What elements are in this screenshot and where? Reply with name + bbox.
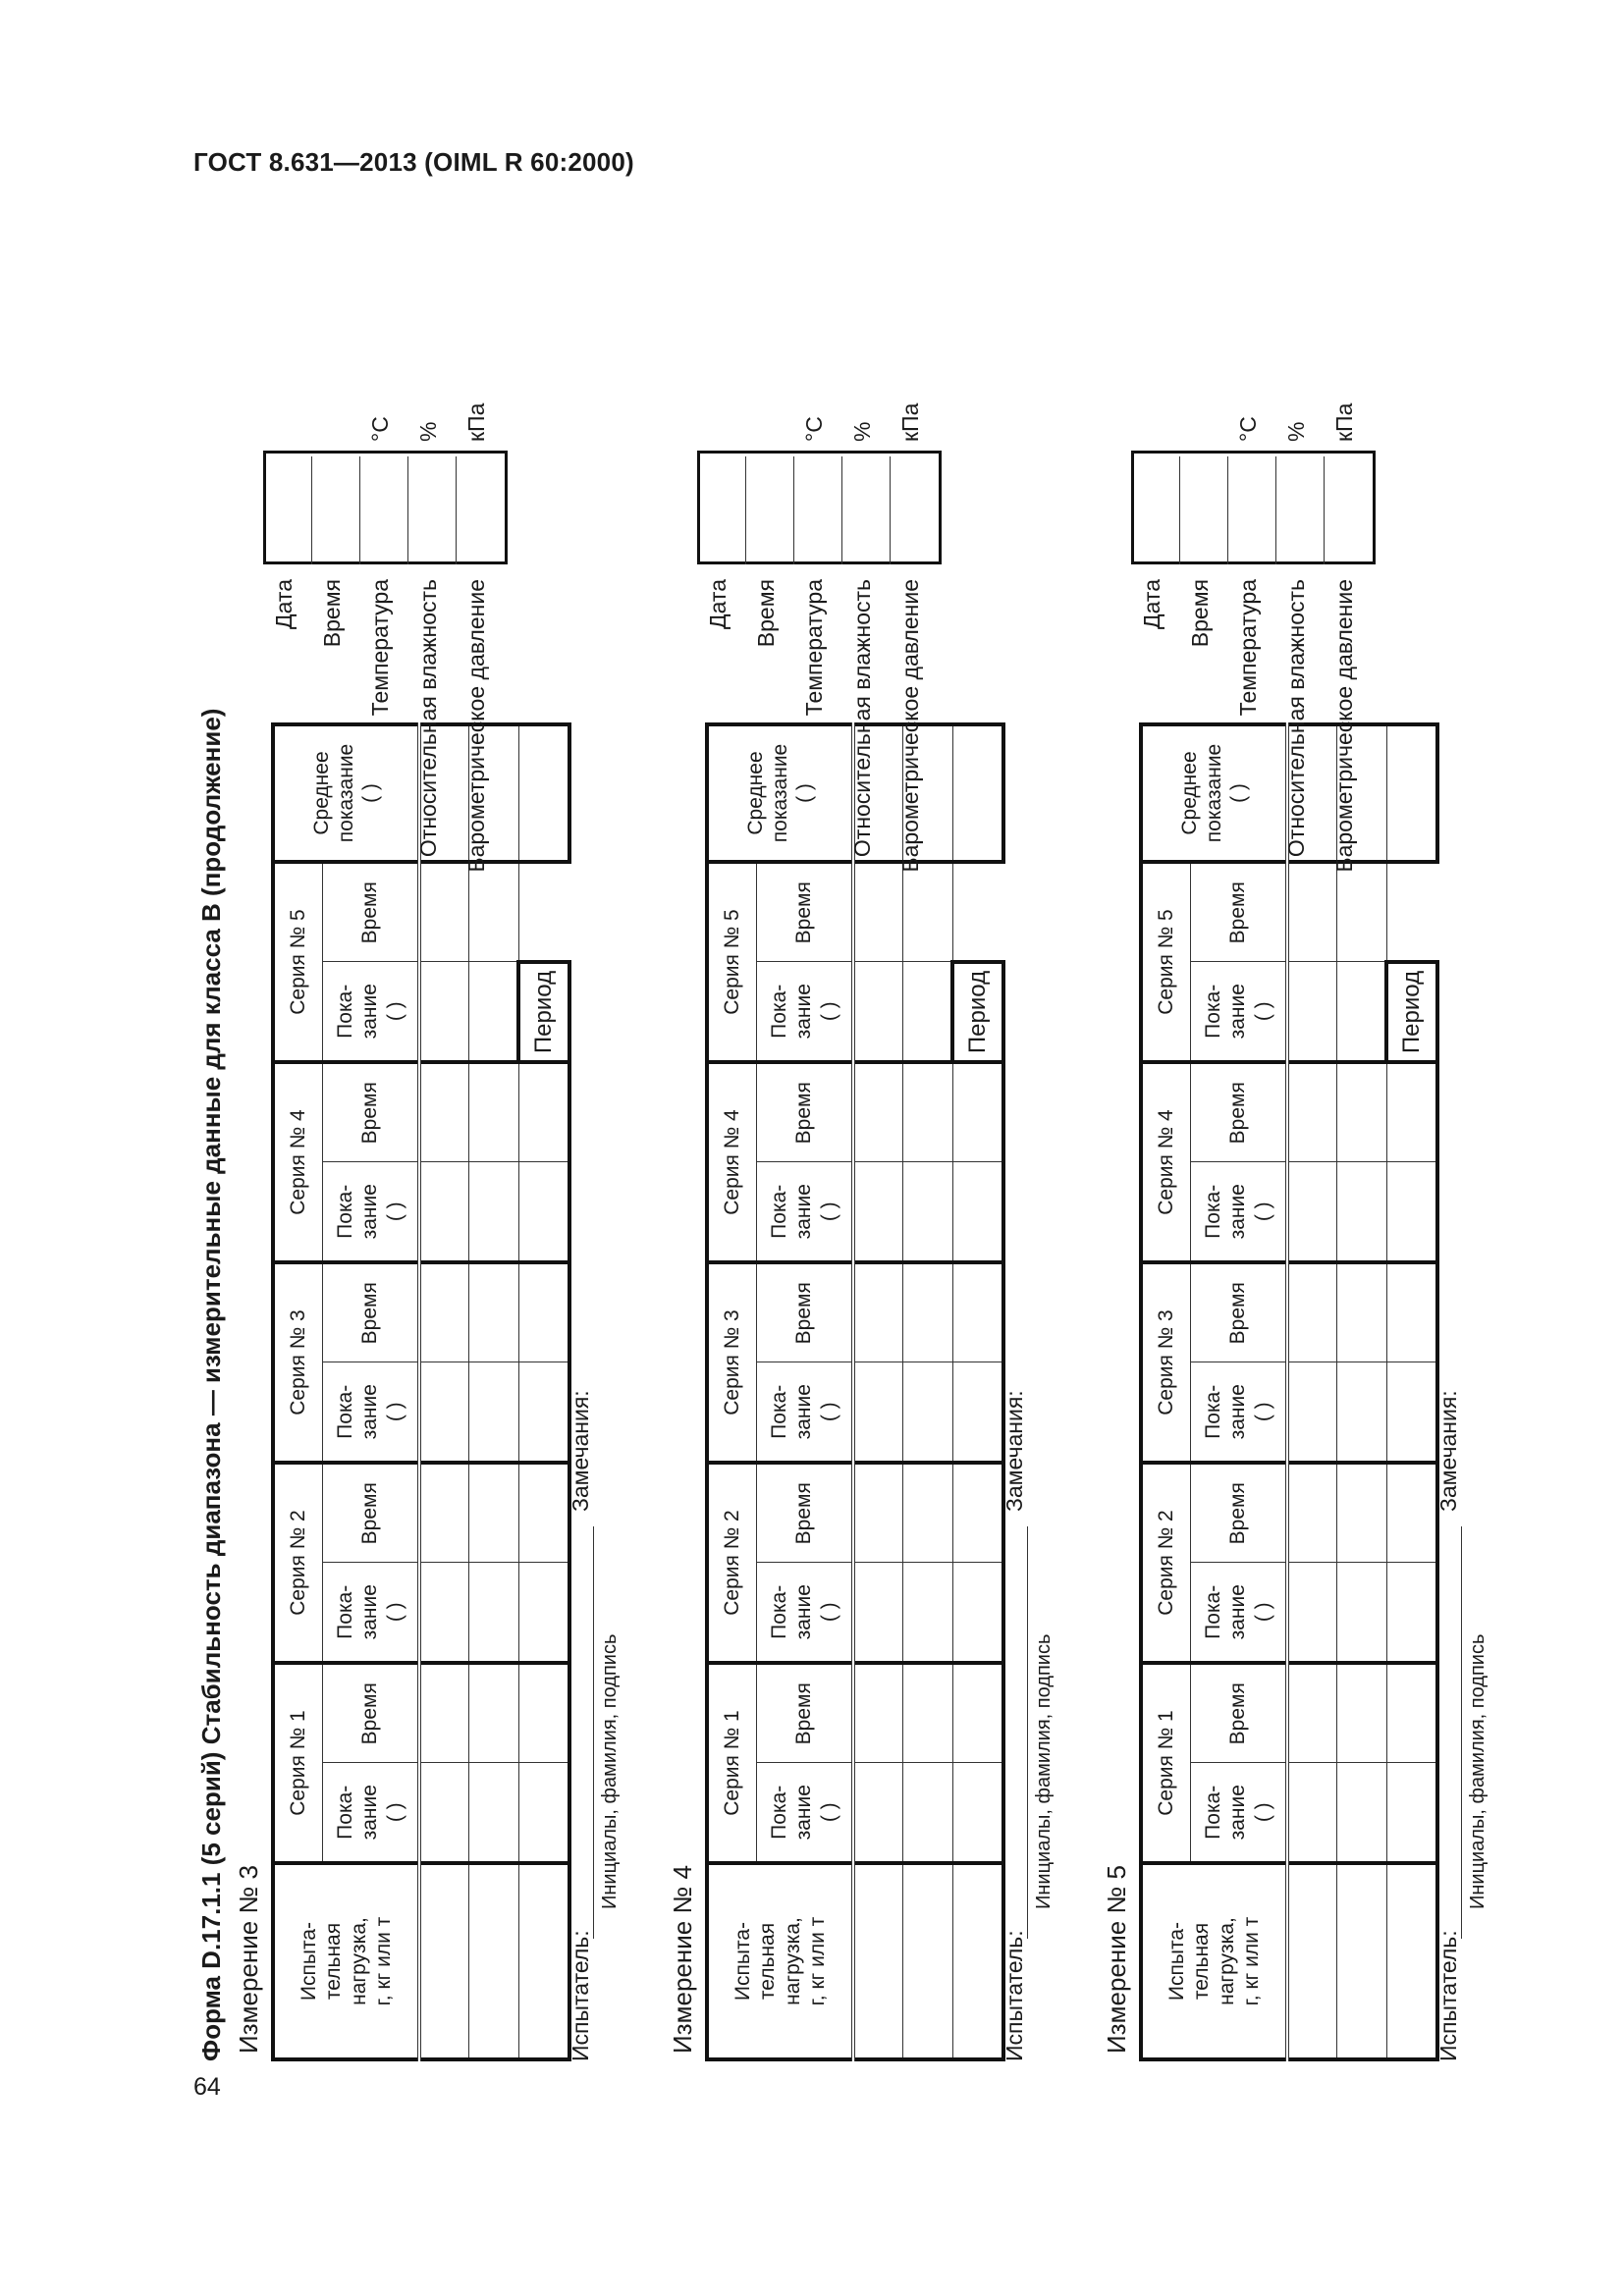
reading-header: Пока- зание ( ) (323, 962, 420, 1062)
humidity-label: Относительная влажность (849, 579, 875, 858)
reading-cell[interactable] (853, 962, 903, 1062)
series-header: Серия № 1 (707, 1663, 757, 1863)
reading-header: Пока- зание ( ) (757, 962, 854, 1062)
time-cell[interactable] (903, 1463, 953, 1563)
temperature-label: Температура (367, 579, 393, 717)
reading-header: Пока- зание ( ) (757, 1563, 854, 1663)
time-label: Время (753, 579, 779, 648)
period-label: Период (1386, 962, 1437, 1062)
period-label: Период (518, 962, 569, 1062)
time-cell[interactable] (903, 1262, 953, 1362)
time-cell[interactable] (518, 1062, 569, 1162)
reading-header: Пока- зание ( ) (757, 1362, 854, 1463)
measurement-block (234, 196, 666, 2061)
temperature-cell[interactable] (793, 456, 842, 564)
load-header: Испыта- тельная нагрузка, г, кг или т (273, 1863, 419, 2059)
time-cell[interactable] (952, 1262, 1003, 1362)
series-header: Серия № 2 (1141, 1463, 1191, 1663)
humidity-cell[interactable] (841, 456, 891, 564)
reading-cell[interactable] (952, 1763, 1003, 1863)
humidity-cell[interactable] (407, 456, 457, 564)
measurement-title: Измерение № 3 (234, 1864, 263, 2054)
reading-cell[interactable] (518, 1563, 569, 1663)
time-cell[interactable] (1386, 1062, 1437, 1162)
time-cell[interactable] (518, 1663, 569, 1763)
time-header: Время (1191, 862, 1288, 962)
reading-cell[interactable] (1337, 962, 1387, 1062)
humidity-unit: % (849, 421, 875, 442)
time-header: Время (323, 1262, 420, 1362)
time-cell[interactable] (1337, 1262, 1387, 1362)
tester-label: Испытатель: (568, 1930, 593, 2061)
reading-cell[interactable] (903, 1563, 953, 1663)
series-header: Серия № 3 (707, 1262, 757, 1463)
reading-cell[interactable] (1386, 1162, 1437, 1262)
time-cell[interactable] (952, 1663, 1003, 1763)
reading-cell[interactable] (1287, 1563, 1337, 1663)
time-cell[interactable] (419, 1062, 469, 1162)
load-cell[interactable] (853, 1863, 903, 2059)
measurement-title: Измерение № 4 (668, 1864, 697, 2054)
load-cell[interactable] (469, 1863, 519, 2059)
temperature-cell[interactable] (359, 456, 408, 564)
time-header: Время (1191, 1062, 1288, 1162)
reading-header: Пока- зание ( ) (323, 1162, 420, 1262)
reading-cell[interactable] (853, 1362, 903, 1463)
series-header: Серия № 5 (1141, 862, 1191, 1062)
reading-cell[interactable] (518, 1162, 569, 1262)
page-number: 64 (193, 2073, 221, 2101)
reading-cell[interactable] (1386, 1563, 1437, 1663)
reading-header: Пока- зание ( ) (757, 1763, 854, 1863)
time-header: Время (757, 1062, 854, 1162)
time-header: Время (757, 862, 854, 962)
reading-cell[interactable] (1386, 1763, 1437, 1863)
series-header: Серия № 1 (1141, 1663, 1191, 1863)
time-label: Время (1187, 579, 1213, 648)
reading-cell[interactable] (903, 1162, 953, 1262)
temperature-unit: °С (1235, 416, 1261, 442)
reading-cell[interactable] (518, 1362, 569, 1463)
temperature-unit: °С (801, 416, 827, 442)
document-header: ГОСТ 8.631—2013 (OIML R 60:2000) (193, 147, 634, 177)
reading-cell[interactable] (469, 1563, 519, 1663)
reading-cell[interactable] (903, 1362, 953, 1463)
tester-sublabel: Инициалы, фамилия, подпись (1467, 1633, 1489, 1909)
time-cell[interactable] (469, 1463, 519, 1563)
time-cell[interactable] (1287, 1062, 1337, 1162)
date-label: Дата (1139, 579, 1164, 629)
reading-cell[interactable] (419, 1162, 469, 1262)
reading-cell[interactable] (952, 1162, 1003, 1262)
pressure-unit: кПа (1331, 402, 1357, 442)
reading-cell[interactable] (853, 1763, 903, 1863)
time-cell[interactable] (1337, 1663, 1387, 1763)
time-cell[interactable] (903, 1663, 953, 1763)
time-header: Время (1191, 1663, 1288, 1763)
reading-header: Пока- зание ( ) (757, 1162, 854, 1262)
tester-label: Испытатель: (1435, 1930, 1461, 2061)
signature-line[interactable] (593, 1526, 594, 1939)
series-header: Серия № 4 (707, 1062, 757, 1262)
reading-cell[interactable] (952, 1362, 1003, 1463)
reading-cell[interactable] (469, 962, 519, 1062)
tester-section (568, 982, 636, 2061)
reading-header: Пока- зание ( ) (1191, 1563, 1288, 1663)
reading-header: Пока- зание ( ) (323, 1362, 420, 1463)
time-cell[interactable] (469, 1262, 519, 1362)
measurement-block (668, 196, 1100, 2061)
humidity-label: Относительная влажность (415, 579, 441, 858)
series-header: Серия № 4 (273, 1062, 323, 1262)
series-header: Серия № 5 (273, 862, 323, 1062)
reading-header: Пока- зание ( ) (323, 1563, 420, 1663)
date-cell[interactable] (1131, 456, 1180, 564)
conditions-panel (263, 216, 558, 903)
time-cell[interactable] (419, 1663, 469, 1763)
reading-header: Пока- зание ( ) (1191, 1162, 1288, 1262)
time-header: Время (757, 1663, 854, 1763)
time-cell[interactable] (1287, 1463, 1337, 1563)
mean-header: Среднее показание ( ) (707, 724, 853, 862)
reading-cell[interactable] (469, 1162, 519, 1262)
signature-line[interactable] (1461, 1526, 1462, 1939)
time-cell[interactable] (853, 1062, 903, 1162)
reading-cell[interactable] (419, 962, 469, 1062)
tester-sublabel: Инициалы, фамилия, подпись (599, 1633, 621, 1909)
load-cell[interactable] (518, 1863, 569, 2059)
pressure-label: Барометрическое давление (463, 579, 489, 873)
conditions-panel (1131, 216, 1426, 903)
time-cell[interactable] (1337, 1062, 1387, 1162)
time-cell[interactable] (1287, 1663, 1337, 1763)
date-cell[interactable] (697, 456, 746, 564)
reading-cell[interactable] (1386, 1362, 1437, 1463)
pressure-label: Барометрическое давление (1331, 579, 1357, 873)
time-header: Время (323, 862, 420, 962)
humidity-label: Относительная влажность (1283, 579, 1309, 858)
time-header: Время (323, 1463, 420, 1563)
series-header: Серия № 3 (1141, 1262, 1191, 1463)
time-cell[interactable] (903, 1062, 953, 1162)
time-cell[interactable] (1179, 456, 1228, 564)
reading-cell[interactable] (853, 1162, 903, 1262)
series-header: Серия № 3 (273, 1262, 323, 1463)
time-cell[interactable] (952, 1463, 1003, 1563)
humidity-unit: % (1283, 421, 1309, 442)
date-cell[interactable] (263, 456, 312, 564)
pressure-label: Барометрическое давление (897, 579, 923, 873)
conditions-panel (697, 216, 992, 903)
time-cell[interactable] (1386, 1463, 1437, 1563)
tester-section (1435, 982, 1504, 2061)
reading-cell[interactable] (518, 1763, 569, 1863)
time-cell[interactable] (952, 1062, 1003, 1162)
time-cell[interactable] (853, 1262, 903, 1362)
load-header: Испыта- тельная нагрузка, г, кг или т (707, 1863, 853, 2059)
reading-cell[interactable] (903, 1763, 953, 1863)
reading-cell[interactable] (419, 1563, 469, 1663)
reading-cell[interactable] (419, 1362, 469, 1463)
series-header: Серия № 1 (273, 1663, 323, 1863)
remarks-label: Замечания: (1435, 1390, 1461, 1512)
time-cell[interactable] (469, 1062, 519, 1162)
form-title: Форма D.17.1.1 (5 серий) Стабильность диапазона — измерительные данные для класса В (продолжение) (196, 708, 226, 2061)
reading-header: Пока- зание ( ) (1191, 1763, 1288, 1863)
pressure-unit: кПа (463, 402, 489, 442)
signature-line[interactable] (1027, 1526, 1028, 1939)
time-label: Время (319, 579, 345, 648)
pressure-unit: кПа (897, 402, 923, 442)
reading-cell[interactable] (952, 1563, 1003, 1663)
time-cell[interactable] (1287, 1262, 1337, 1362)
period-label: Период (952, 962, 1003, 1062)
time-cell[interactable] (1337, 1463, 1387, 1563)
date-label: Дата (705, 579, 731, 629)
measurement-block (1102, 196, 1534, 2061)
measurement-title: Измерение № 5 (1102, 1864, 1131, 2054)
time-cell[interactable] (853, 1663, 903, 1763)
series-header: Серия № 2 (707, 1463, 757, 1663)
reading-cell[interactable] (903, 962, 953, 1062)
time-cell[interactable] (745, 456, 794, 564)
series-header: Серия № 5 (707, 862, 757, 1062)
load-cell[interactable] (419, 1863, 469, 2059)
reading-cell[interactable] (853, 1563, 903, 1663)
reading-cell[interactable] (1337, 1162, 1387, 1262)
mean-header: Среднее показание ( ) (273, 724, 419, 862)
reading-cell[interactable] (1337, 1563, 1387, 1663)
time-cell[interactable] (469, 1663, 519, 1763)
load-cell[interactable] (1287, 1863, 1337, 2059)
remarks-label: Замечания: (1001, 1390, 1027, 1512)
time-cell[interactable] (419, 1463, 469, 1563)
load-cell[interactable] (1386, 1863, 1437, 2059)
humidity-unit: % (415, 421, 441, 442)
reading-cell[interactable] (1287, 1763, 1337, 1863)
time-cell[interactable] (518, 1463, 569, 1563)
load-cell[interactable] (1337, 1863, 1387, 2059)
remarks-label: Замечания: (568, 1390, 593, 1512)
time-cell[interactable] (419, 1262, 469, 1362)
measurement-table (271, 722, 571, 2061)
time-header: Время (1191, 1262, 1288, 1362)
reading-cell[interactable] (469, 1763, 519, 1863)
time-cell[interactable] (518, 1262, 569, 1362)
tester-sublabel: Инициалы, фамилия, подпись (1033, 1633, 1055, 1909)
measurement-table (705, 722, 1005, 2061)
time-header: Время (323, 1062, 420, 1162)
series-header: Серия № 2 (273, 1463, 323, 1663)
time-cell[interactable] (1386, 1262, 1437, 1362)
temperature-label: Температура (801, 579, 827, 717)
time-cell[interactable] (853, 1463, 903, 1563)
time-cell[interactable] (311, 456, 360, 564)
tester-label: Испытатель: (1001, 1930, 1027, 2061)
time-header: Время (757, 1463, 854, 1563)
reading-cell[interactable] (1337, 1763, 1387, 1863)
humidity-cell[interactable] (1275, 456, 1325, 564)
reading-header: Пока- зание ( ) (1191, 962, 1288, 1062)
measurement-table (1139, 722, 1439, 2061)
reading-cell[interactable] (1337, 1362, 1387, 1463)
time-header: Время (323, 1663, 420, 1763)
reading-cell[interactable] (1287, 1162, 1337, 1262)
load-header: Испыта- тельная нагрузка, г, кг или т (1141, 1863, 1287, 2059)
temperature-unit: °С (367, 416, 393, 442)
tester-section (1001, 982, 1070, 2061)
rotated-form-page (196, 196, 1522, 2061)
reading-header: Пока- зание ( ) (323, 1763, 420, 1863)
time-cell[interactable] (1386, 1663, 1437, 1763)
reading-cell[interactable] (1287, 1362, 1337, 1463)
reading-cell[interactable] (419, 1763, 469, 1863)
temperature-cell[interactable] (1227, 456, 1276, 564)
reading-header: Пока- зание ( ) (1191, 1362, 1288, 1463)
load-cell[interactable] (952, 1863, 1003, 2059)
time-header: Время (1191, 1463, 1288, 1563)
reading-cell[interactable] (469, 1362, 519, 1463)
date-label: Дата (271, 579, 297, 629)
time-header: Время (757, 1262, 854, 1362)
reading-cell[interactable] (1287, 962, 1337, 1062)
load-cell[interactable] (903, 1863, 953, 2059)
series-header: Серия № 4 (1141, 1062, 1191, 1262)
temperature-label: Температура (1235, 579, 1261, 717)
mean-header: Среднее показание ( ) (1141, 724, 1287, 862)
